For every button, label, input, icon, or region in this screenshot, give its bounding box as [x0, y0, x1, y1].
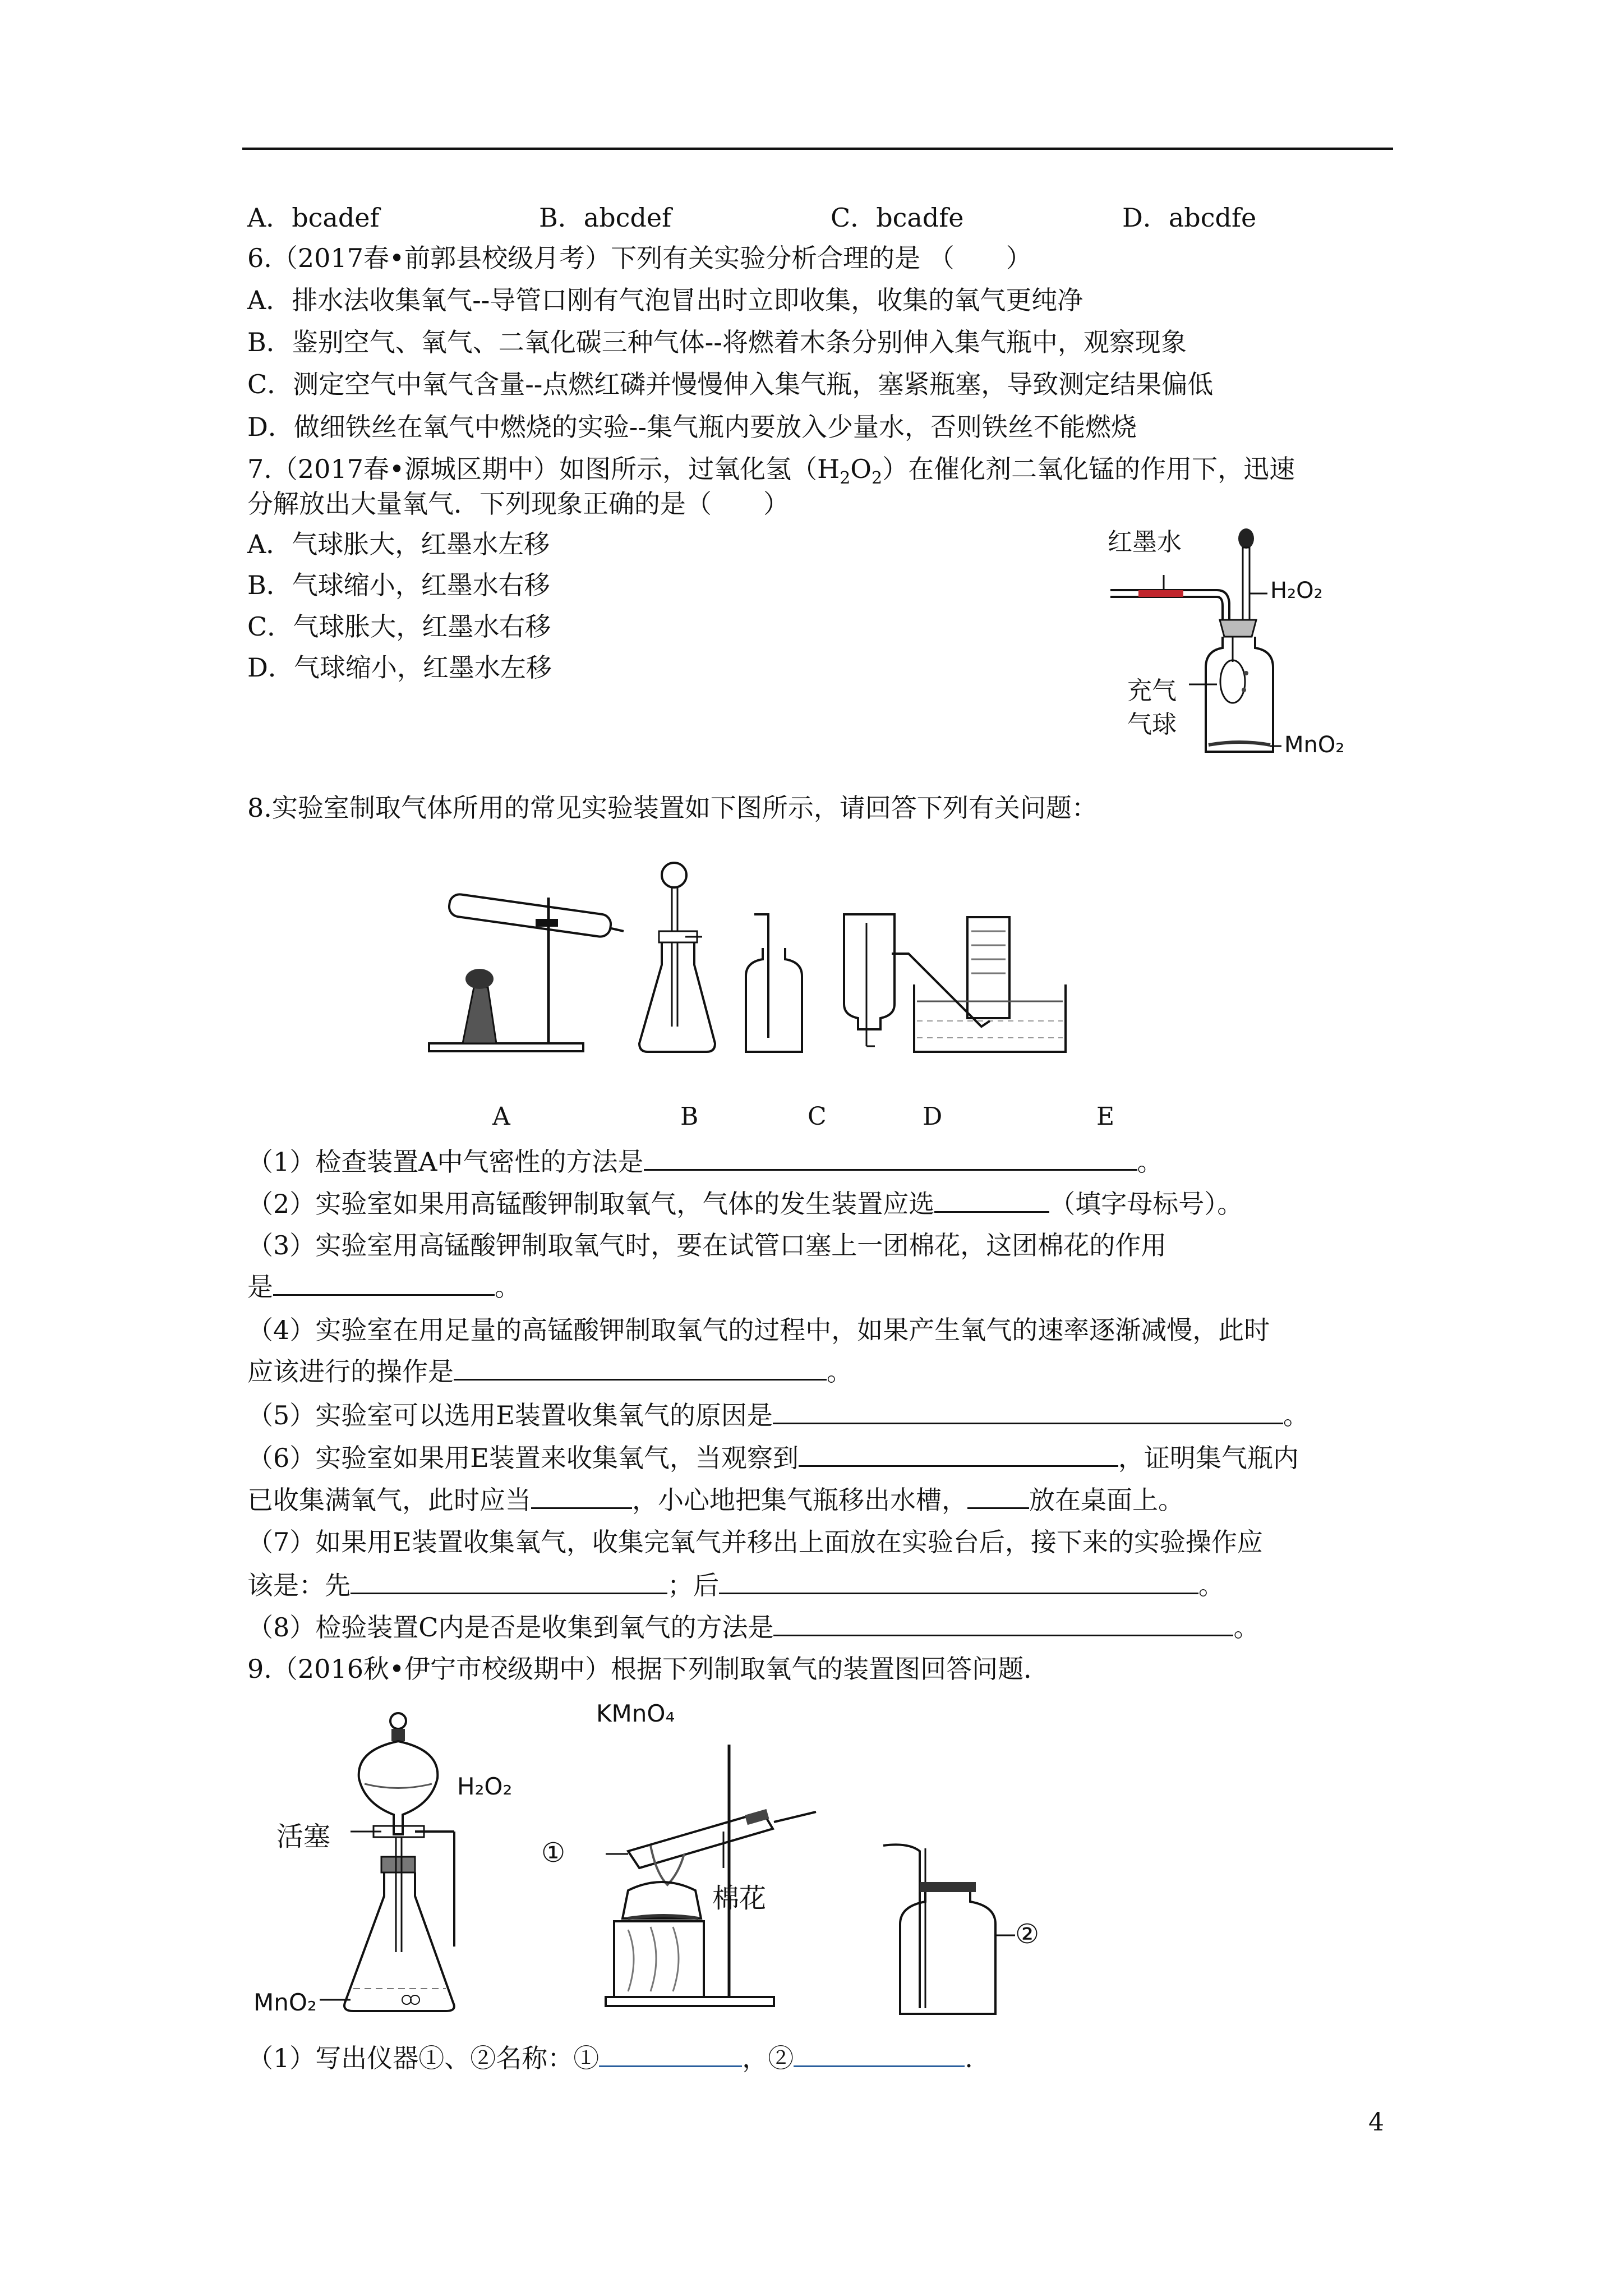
q7-sub: 2: [872, 468, 883, 489]
q8-item-6-text3: 已收集满氧气，此时应当: [247, 1485, 531, 1515]
q8-item-5: [247, 1398, 1309, 1432]
q8-item-6-blank-2[interactable]: [531, 1483, 632, 1509]
q8-item-6-text2: ，证明集气瓶内: [1118, 1443, 1299, 1473]
q8-label-a: A: [492, 1102, 510, 1131]
q8-apparatus-e: [892, 917, 1066, 1052]
q9-stem: 9.（2016秋•伊宁市校级期中）根据下列制取氧气的装置图回答问题．: [247, 1654, 1050, 1684]
q5-option-d: D．abcdfe: [1122, 203, 1257, 233]
q6-option-b: B．鉴别空气、氧气、二氧化碳三种气体--将燃着木条分别伸入集气瓶中，观察现象: [247, 327, 1187, 357]
q9-label-h2o2: H₂O₂: [457, 1773, 513, 1800]
q7-option-b: B．气球缩小，红墨水右移: [247, 570, 550, 600]
q9-item-1-end: .: [965, 2043, 973, 2073]
q8-item-6-blank-3[interactable]: [967, 1483, 1029, 1509]
q7-label-mno2: MnO₂: [1284, 732, 1345, 758]
q8-item-6-line2: [247, 1483, 1184, 1517]
q8-item-3-blank[interactable]: [273, 1269, 495, 1296]
q7-option-c: C．气球胀大，红墨水右移: [247, 611, 551, 642]
q5-option-b: B．abcdef: [539, 203, 672, 233]
q7-label-red-ink: 红墨水: [1108, 528, 1182, 556]
q8-item-7-end: 。: [1198, 1570, 1224, 1600]
q8-item-3-end: 。: [495, 1272, 520, 1302]
q8-item-7-blank-2[interactable]: [719, 1568, 1198, 1594]
q8-item-7-text2: ；后: [667, 1570, 719, 1600]
q5-options: [247, 201, 1256, 234]
q8-item-4-text: 应该进行的操作是: [247, 1356, 454, 1387]
q8-item-1-end: 。: [1137, 1147, 1163, 1177]
q8-item-6-blank-1[interactable]: [799, 1441, 1118, 1467]
q8-item-2-end: （填字母标号）。: [1049, 1189, 1243, 1219]
q8-item-7: [247, 1568, 1224, 1602]
q8-apparatus-a: [429, 893, 624, 1051]
q8-item-5-end: 。: [1283, 1400, 1309, 1430]
q7-stem-part: 7.（2017春•源城区期中）如图所示，过氧化氢（H: [247, 454, 840, 484]
q8-item-2: [247, 1186, 1243, 1221]
q9-label-circle2: ②: [1015, 1918, 1040, 1950]
q9-label-stopcock: 活塞: [276, 1821, 331, 1852]
q9-figure-left: [247, 1711, 527, 2025]
q8-item-8-blank[interactable]: [773, 1610, 1233, 1636]
q8-item-4-end: 。: [827, 1356, 852, 1387]
header-rule: [242, 148, 1393, 150]
q5-option-c: C．bcadfe: [831, 203, 964, 233]
q8-item-2-text: （2）实验室如果用高锰酸钾制取氧气，气体的发生装置应选: [247, 1189, 935, 1219]
q8-apparatus-c: [746, 914, 802, 1052]
q8-apparatus-b: [639, 863, 715, 1052]
q9-item-1-text: （1）写出仪器①、②名称：①: [247, 2043, 600, 2073]
q8-item-6-text4: ，小心地把集气瓶移出水槽，: [632, 1485, 967, 1515]
q8-label-b: B: [680, 1102, 699, 1131]
q8-apparatus-d: [844, 914, 895, 1046]
q8-label-d: D: [923, 1102, 943, 1131]
q8-item-7-text: 该是：先: [247, 1570, 351, 1600]
q8-label-e: E: [1096, 1102, 1115, 1131]
q8-item-4: [247, 1354, 852, 1388]
q8-item-8: [247, 1610, 1259, 1644]
q6-stem: 6.（2017春•前郭县校级月考）下列有关实验分析合理的是 （ ）: [247, 243, 1032, 273]
q7-label-h2o2: H₂O₂: [1270, 578, 1323, 604]
q6-option-d: D．做细铁丝在氧气中燃烧的实验--集气瓶内要放入少量水，否则铁丝不能燃烧: [247, 412, 1137, 442]
q7-mno2-layer: [1209, 742, 1270, 745]
q7-bottle: [1206, 637, 1273, 752]
q7-stopper: [1220, 620, 1256, 637]
q6-option-a: A．排水法收集氧气--导管口刚有气泡冒出时立即收集，收集的氧气更纯净: [247, 285, 1083, 315]
q8-item-8-end: 。: [1233, 1612, 1260, 1642]
q8-item-6: [247, 1441, 1299, 1475]
q7-red-ink-drop: [1138, 590, 1183, 597]
q8-item-4-blank[interactable]: [454, 1354, 827, 1381]
q6-option-c: C．测定空气中氧气含量--点燃红磷并慢慢伸入集气瓶，塞紧瓶塞，导致测定结果偏低: [247, 369, 1214, 399]
q5-option-a: A．bcadef: [247, 203, 380, 233]
q9-label-circle1: ①: [541, 1837, 566, 1869]
q7-label-balloon-2: 气球: [1127, 710, 1177, 739]
q9-label-kmno4: KMnO₄: [596, 1700, 675, 1727]
q8-item-5-blank[interactable]: [773, 1398, 1283, 1424]
q8-item-3-line1: （3）实验室用高锰酸钾制取氧气时，要在试管口塞上一团棉花，这团棉花的作用: [247, 1230, 1167, 1260]
q8-item-4-line1: （4）实验室在用足量的高锰酸钾制取氧气的过程中，如果产生氧气的速率逐渐减慢，此时: [247, 1315, 1270, 1345]
q8-item-2-blank[interactable]: [934, 1186, 1049, 1213]
q8-item-7-line1: （7）如果用E装置收集氧气，收集完氧气并移出上面放在实验台后，接下来的实验操作应: [247, 1527, 1263, 1557]
q8-item-1: [247, 1144, 1163, 1179]
q7-stem-line2: 分解放出大量氧气．下列现象正确的是（ ）: [247, 489, 789, 519]
q9-item-1: [247, 2041, 973, 2075]
q9-item-1-blank-2[interactable]: [794, 2041, 965, 2067]
q8-item-1-blank[interactable]: [644, 1144, 1137, 1171]
q9-label-mno2: MnO₂: [253, 1989, 317, 2016]
q9-item-1-text2: ，②: [742, 2043, 794, 2073]
q9-label-cotton: 棉花: [712, 1883, 767, 1914]
q8-item-5-text: （5）实验室可以选用E装置收集氧气的原因是: [247, 1400, 773, 1430]
q9-item-1-blank-1[interactable]: [599, 2041, 742, 2067]
q7-stem-part: O: [850, 454, 872, 484]
q8-stem: 8.实验室制取气体所用的常见实验装置如下图所示，请回答下列有关问题：: [247, 793, 1098, 823]
q7-balloon: [1220, 660, 1245, 703]
q9-figure-middle: [594, 1733, 841, 2014]
q8-item-3: [247, 1269, 520, 1304]
q8-item-6-text5: 放在桌面上。: [1029, 1485, 1184, 1515]
q7-stem-part: ）在催化剂二氧化锰的作用下，迅速: [882, 454, 1295, 484]
q7-label-balloon-1: 充气: [1127, 677, 1177, 705]
q8-item-7-blank-1[interactable]: [351, 1568, 667, 1594]
q8-apparatus-figure: [426, 853, 1211, 1066]
q8-item-1-text: （1）检查装置A中气密性的方法是: [247, 1147, 644, 1177]
q7-dropper-bulb: [1238, 528, 1254, 549]
q7-dropper-tube: [1243, 547, 1249, 620]
q7-sub: 2: [840, 468, 851, 489]
q8-label-c: C: [808, 1102, 827, 1131]
q8-item-8-text: （8）检验装置C内是否是收集到氧气的方法是: [247, 1612, 774, 1642]
q8-item-6-text: （6）实验室如果用E装置来收集氧气，当观察到: [247, 1443, 799, 1473]
q7-option-d: D．气球缩小，红墨水左移: [247, 652, 552, 683]
q8-item-3-text: 是: [247, 1272, 273, 1302]
q7-option-a: A．气球胀大，红墨水左移: [247, 529, 550, 559]
page-number: 4: [1368, 2108, 1384, 2137]
